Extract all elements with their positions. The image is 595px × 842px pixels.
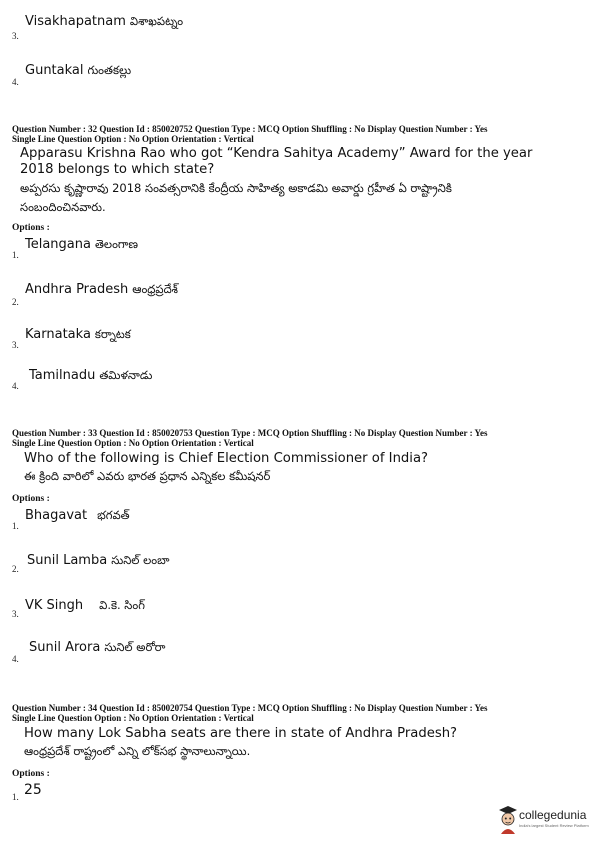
option-text — [25, 282, 178, 299]
option-number: 2. — [12, 297, 19, 307]
option-telugu: వి.కె. సింగ్ — [99, 598, 145, 612]
option-number: 1. — [12, 792, 19, 802]
option-text — [25, 598, 145, 615]
question-text-english: Who of the following is Chief Election Commissioner of India? — [24, 451, 429, 466]
option-english: 25 — [24, 782, 42, 798]
options-label: Options : — [12, 494, 50, 504]
option-number: 3. — [12, 31, 19, 41]
question-meta: Question Number : 33 Question Id : 850020753 Question Type : MCQ Option Shuffling : No Display Question Number : Yes — [12, 428, 488, 438]
question-text-english: 2018 belongs to which state? — [20, 162, 215, 177]
logo-name: collegedunia — [519, 808, 587, 822]
option-telugu: ఆంధ్రప్రదేశ్ — [132, 282, 179, 296]
option-english: Bhagavat — [25, 508, 88, 523]
options-label: Options : — [12, 223, 50, 233]
option-telugu: సునిల్ లంబా — [111, 553, 170, 567]
option-text — [29, 640, 165, 657]
option-number: 1. — [12, 250, 19, 260]
option-text — [25, 14, 183, 31]
question-text-telugu: ఈ క్రింది వారిలో ఎవరు భారత ప్రధాన ఎన్నికల కమీషనర్ — [24, 469, 271, 483]
option-text — [24, 782, 42, 798]
graduate-icon — [497, 804, 519, 834]
option-number: 3. — [12, 340, 19, 350]
option-english: Sunil Arora — [29, 640, 101, 655]
question-text-english: Apparasu Krishna Rao who got “Kendra Sahitya Academy” Award for the year — [20, 146, 533, 161]
option-text — [27, 553, 169, 570]
question-text-telugu: ఆంధ్రప్రదేశ్ రాష్ట్రంలో ఎన్ని లోక్‌సభ స్థానాలున్నాయి. — [24, 744, 251, 758]
option-english: Andhra Pradesh — [25, 282, 129, 297]
option-telugu: తెలంగాణ — [94, 237, 139, 251]
option-text — [25, 327, 131, 344]
option-number: 2. — [12, 564, 19, 574]
option-english: Sunil Lamba — [27, 553, 108, 568]
option-english: Visakhapatnam — [25, 14, 126, 29]
option-telugu: విశాఖపట్నం — [129, 14, 184, 28]
question-meta: Question Number : 32 Question Id : 850020752 Question Type : MCQ Option Shuffling : No Display Question Number : Yes — [12, 124, 488, 134]
option-text — [25, 508, 130, 525]
option-english: Tamilnadu — [29, 368, 96, 383]
logo-tagline: India's largest Student Review Platform — [519, 823, 589, 828]
option-number: 4. — [12, 77, 19, 87]
option-text — [29, 368, 152, 385]
question-meta: Question Number : 34 Question Id : 850020754 Question Type : MCQ Option Shuffling : No Display Question Number : Yes — [12, 703, 488, 713]
option-telugu: సునిల్ అరోరా — [104, 640, 166, 654]
question-meta: Single Line Question Option : No Option Orientation : Vertical — [12, 438, 254, 448]
option-english: Telangana — [25, 237, 91, 252]
option-text — [25, 63, 131, 80]
option-telugu: కర్నాటక — [94, 327, 131, 341]
option-telugu: తమిళనాడు — [99, 368, 153, 382]
option-number: 4. — [12, 654, 19, 664]
question-meta: Single Line Question Option : No Option Orientation : Vertical — [12, 134, 254, 144]
option-number: 3. — [12, 609, 19, 619]
option-telugu: గుంతకల్లు — [87, 63, 132, 77]
question-text-english: How many Lok Sabha seats are there in state of Andhra Pradesh? — [24, 726, 458, 741]
option-english: Guntakal — [25, 63, 84, 78]
question-text-telugu: అప్పరసు కృష్ణారావు 2018 సంవత్సరానికి కేంద్రీయ సాహిత్య అకాడమి అవార్డు గ్రహీత ఏ రాష్ట్రానికి — [20, 181, 452, 195]
option-text — [25, 237, 138, 254]
option-telugu: భగవత్ — [97, 508, 130, 522]
options-label: Options : — [12, 769, 50, 779]
collegedunia-logo — [497, 804, 593, 836]
option-number: 4. — [12, 381, 19, 391]
option-english: VK Singh — [25, 598, 84, 613]
question-text-telugu: సంబందించినవారు. — [20, 200, 106, 214]
option-number: 1. — [12, 521, 19, 531]
option-english: Karnataka — [25, 327, 91, 342]
question-meta: Single Line Question Option : No Option Orientation : Vertical — [12, 713, 254, 723]
